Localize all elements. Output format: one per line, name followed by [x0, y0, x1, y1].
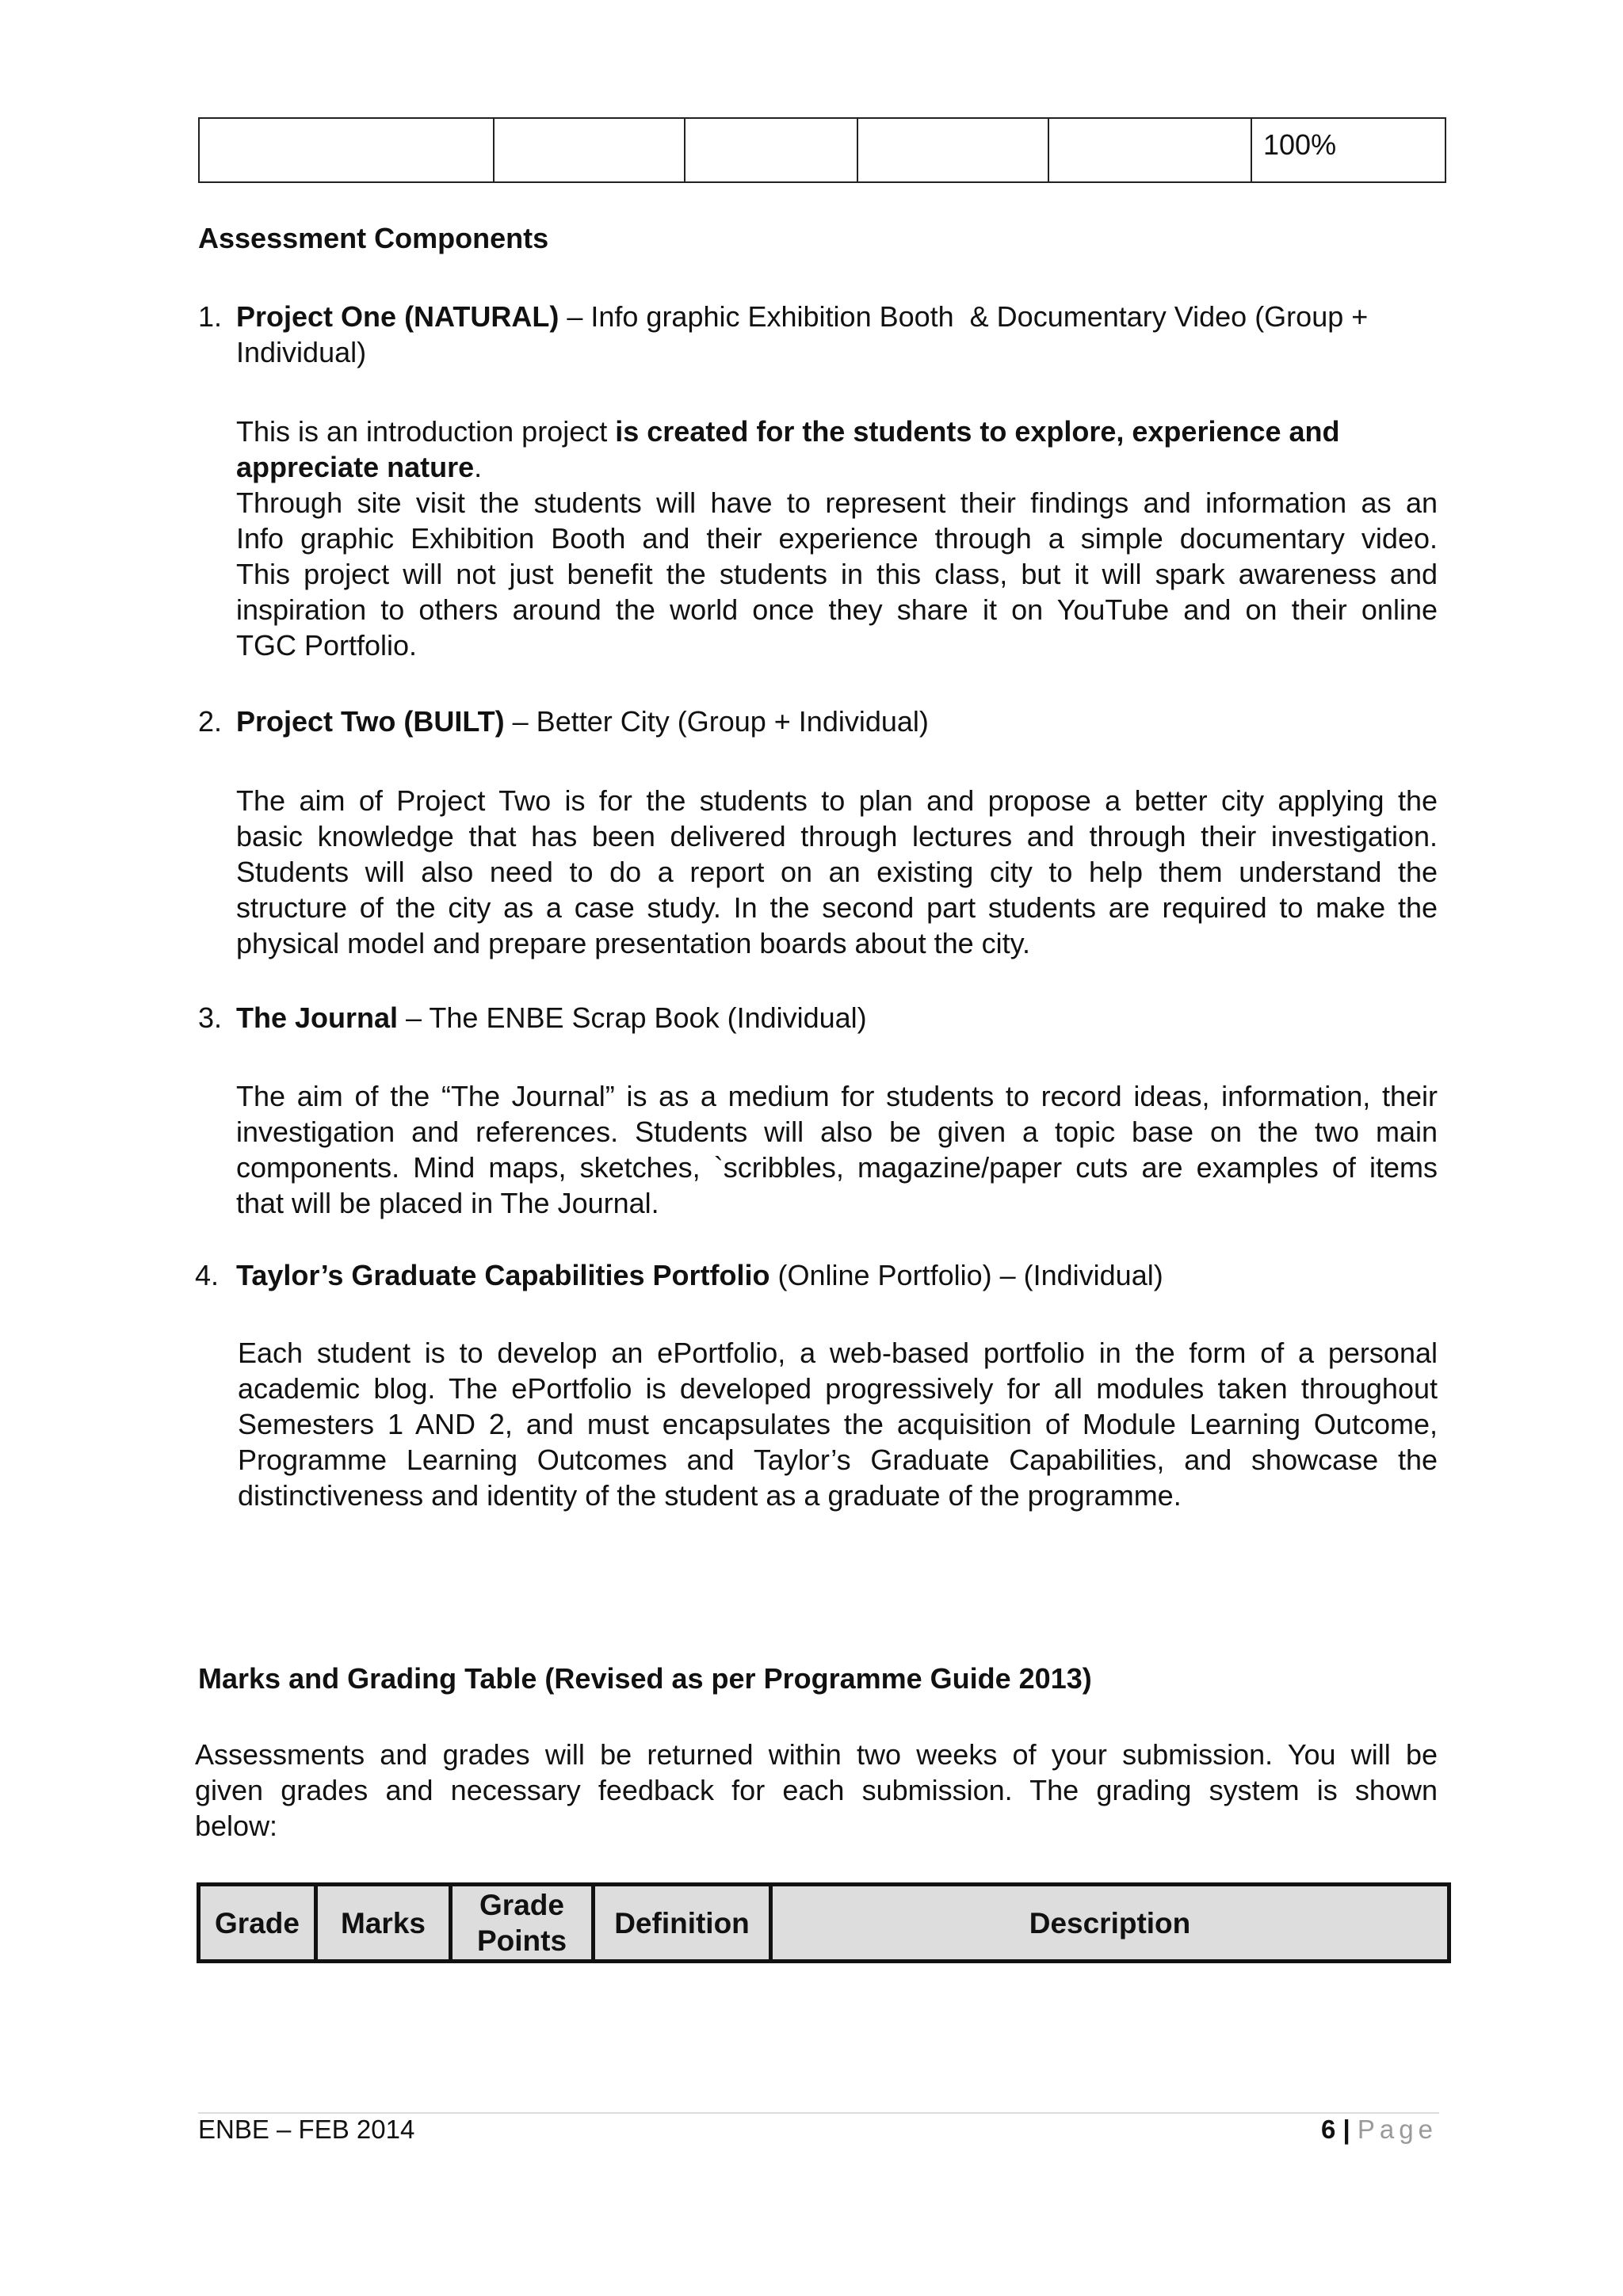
paragraph-line: Each student is to develop an ePortfolio, a web-based portfolio in the form of a personal: [238, 1337, 1438, 1369]
item-subtitle: (Online Portfolio) – (Individual): [769, 1259, 1163, 1291]
item-4-title-line: [236, 1257, 1163, 1293]
table-cell: [685, 118, 857, 182]
paragraph-line: academic blog. The ePortfolio is developed progressively for all modules taken throughout: [238, 1372, 1438, 1405]
marks-heading: Marks and Grading Table (Revised as per Programme Guide 2013): [198, 1662, 1092, 1695]
paragraph-line: The aim of the “The Journal” is as a medium for students to record ideas, information, their: [236, 1080, 1438, 1112]
assessment-heading: Assessment Components: [198, 222, 549, 254]
paragraph-line: The aim of Project Two is for the students to plan and propose a better city applying the: [236, 784, 1438, 817]
grading-header-row: [199, 1885, 1449, 1962]
paragraph-line: structure of the city as a case study. In the second part students are required to make the: [236, 891, 1438, 924]
paragraph-line: below:: [195, 1810, 278, 1842]
item-title: Project Two (BUILT): [236, 705, 505, 738]
intro-end: .: [474, 451, 483, 483]
item-subtitle: – Info graphic Exhibition Booth & Documentary Video (Group +: [559, 300, 1369, 333]
footer-left: ENBE – FEB 2014: [198, 2115, 415, 2144]
paragraph-line: This project will not just benefit the students in this class, but it will spark awareness and: [236, 558, 1438, 590]
item-number: 2.: [198, 705, 223, 738]
page-separator: |: [1335, 2115, 1358, 2144]
header-marks: Marks: [316, 1885, 451, 1962]
item-subtitle: – The ENBE Scrap Book (Individual): [398, 1001, 867, 1034]
page-indicator: [1321, 2114, 1438, 2145]
paragraph-line: Assessments and grades will be returned within two weeks of your submission. You will be: [195, 1738, 1438, 1771]
paragraph-line: Programme Learning Outcomes and Taylor’s Graduate Capabilities, and showcase the: [238, 1444, 1438, 1476]
item-2-title-line: [236, 704, 929, 739]
table-row: [199, 118, 1445, 182]
item-1-intro-cont: [236, 449, 482, 485]
intro-plain: This is an introduction project: [236, 415, 616, 448]
item-number: 1.: [198, 300, 223, 333]
table-cell: [857, 118, 1048, 182]
paragraph-line: basic knowledge that has been delivered through lectures and through their investigation.: [236, 820, 1438, 852]
intro-bold: is created for the students to explore, experience and: [615, 415, 1340, 448]
header-grade-points-line: Points: [476, 1924, 567, 1957]
item-3-title-line: [236, 1000, 867, 1035]
item-subtitle-cont: Individual): [236, 336, 367, 368]
item-1-intro: [236, 414, 1441, 449]
page-label: Page: [1357, 2115, 1438, 2144]
top-table: [198, 117, 1446, 183]
item-title: The Journal: [236, 1001, 399, 1034]
paragraph-line: distinctiveness and identity of the student as a graduate of the programme.: [238, 1479, 1182, 1512]
paragraph-line: Info graphic Exhibition Booth and their experience through a simple documentary video.: [236, 522, 1438, 555]
header-grade-points: [451, 1885, 594, 1962]
header-definition: Definition: [594, 1885, 771, 1962]
item-1-title-line: [236, 299, 1441, 334]
item-title: Taylor’s Graduate Capabilities Portfolio: [236, 1259, 770, 1291]
paragraph-line: Semesters 1 AND 2, and must encapsulates the acquisition of Module Learning Outcome,: [238, 1408, 1438, 1440]
paragraph-line: that will be placed in The Journal.: [236, 1187, 659, 1219]
paragraph-line: inspiration to others around the world once they share it on YouTube and on their online: [236, 593, 1438, 626]
paragraph-line: investigation and references. Students will also be given a topic base on the two main: [236, 1116, 1438, 1148]
header-description: Description: [771, 1885, 1449, 1962]
table-cell: [494, 118, 685, 182]
table-cell: [1048, 118, 1251, 182]
paragraph-line: Students will also need to do a report on an existing city to help them understand the: [236, 856, 1438, 888]
item-number: 3.: [198, 1001, 223, 1034]
grading-table: [197, 1882, 1451, 1963]
intro-bold: appreciate nature: [236, 451, 475, 483]
paragraph-line: physical model and prepare presentation boards about the city.: [236, 927, 1030, 959]
item-number: 4.: [195, 1259, 220, 1291]
header-grade-points-line: Grade: [479, 1889, 564, 1921]
item-title: Project One (NATURAL): [236, 300, 559, 333]
table-cell-total: 100%: [1251, 118, 1445, 182]
paragraph-line: Through site visit the students will have to represent their findings and information as an: [236, 486, 1438, 519]
header-grade: Grade: [199, 1885, 316, 1962]
paragraph-line: TGC Portfolio.: [236, 629, 418, 662]
item-subtitle: – Better City (Group + Individual): [504, 705, 929, 738]
paragraph-line: components. Mind maps, sketches, `scribbles, magazine/paper cuts are examples of items: [236, 1151, 1438, 1184]
table-cell: [199, 118, 494, 182]
paragraph-line: given grades and necessary feedback for each submission. The grading system is shown: [195, 1774, 1438, 1806]
page-number: 6: [1320, 2115, 1336, 2144]
